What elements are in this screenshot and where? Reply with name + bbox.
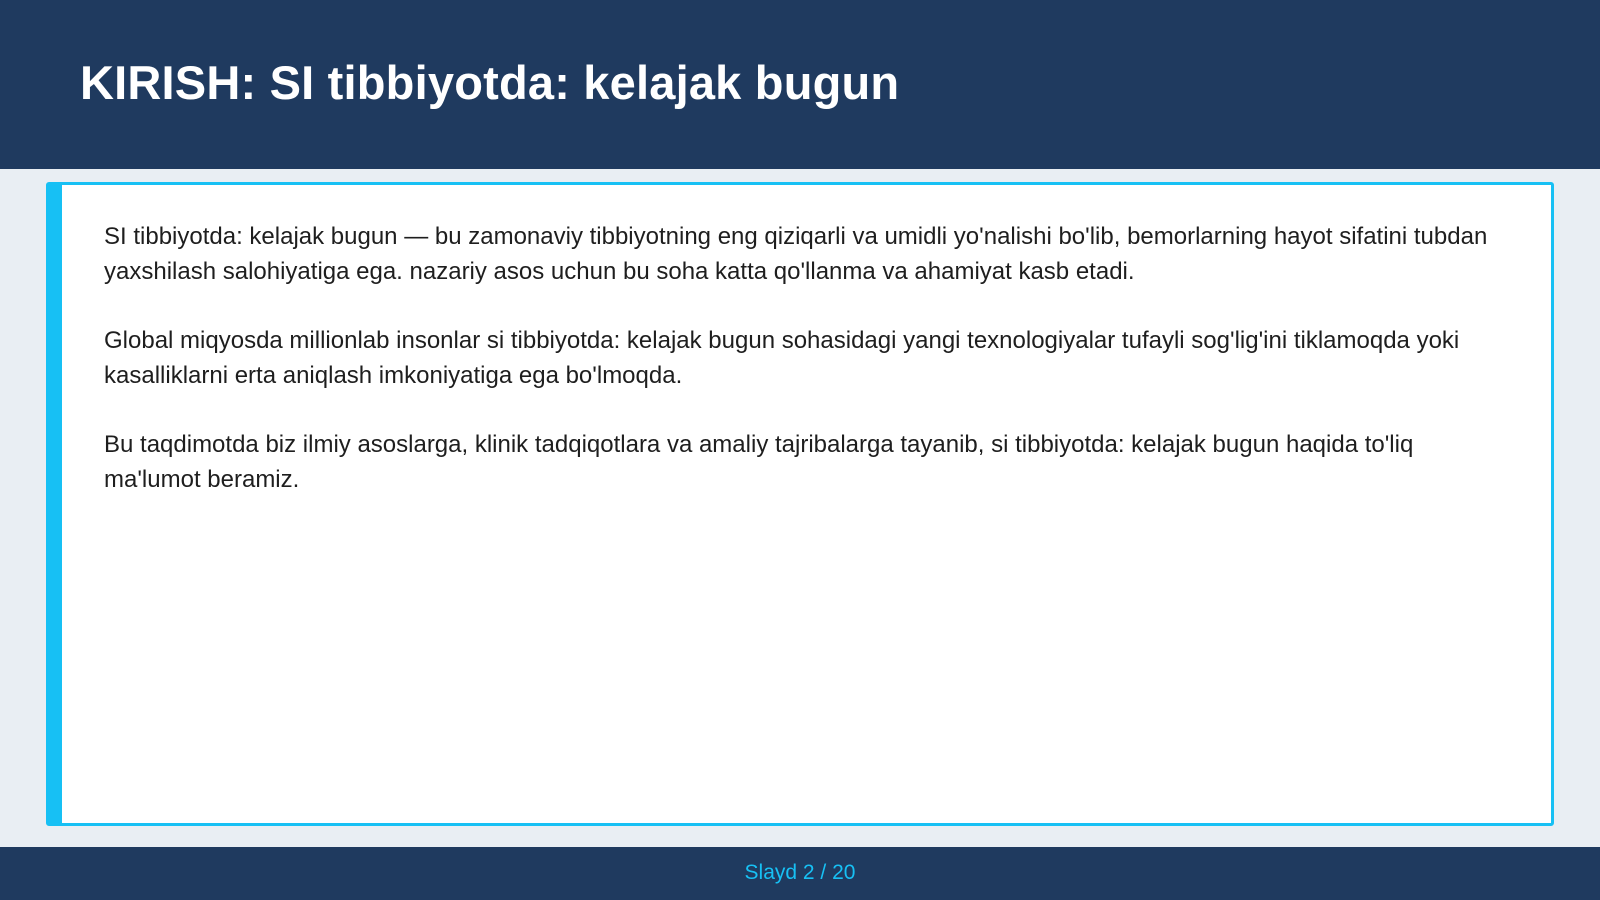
slide-number: Slayd 2 / 20: [744, 861, 856, 884]
paragraph-intro: SI tibbiyotda: kelajak bugun — bu zamonaviy tibbiyotning eng qiziqarli va umidli yo'nalishi bo'lib, bemorlarning hayot sifatini tubdan yaxshilash salohiyatiga ega. nazariy asos uchun bu soha katta qo'llanma va ahamiyat kasb etadi.: [104, 223, 1488, 285]
slide-footer: [0, 847, 1600, 900]
content-body: [104, 219, 1503, 531]
content-card: [46, 182, 1554, 826]
paragraph-global: Global miqyosda millionlab insonlar si tibbiyotda: kelajak bugun sohasidagi yangi texnologiyalar tufayli sog'lig'ini tiklamoqda yoki kasalliklarni erta aniqlash imkoniyatiga ega bo'lmoqda.: [104, 327, 1460, 389]
slide-header: [0, 0, 1600, 169]
paragraph-presentation: Bu taqdimotda biz ilmiy asoslarga, klinik tadqiqotlara va amaliy tajribalarga tayanib, si tibbiyotda: kelajak bugun haqida to'liq ma'lumot beramiz.: [104, 431, 1414, 493]
slide-title: KIRISH: SI tibbiyotda: kelajak bugun: [80, 56, 900, 109]
